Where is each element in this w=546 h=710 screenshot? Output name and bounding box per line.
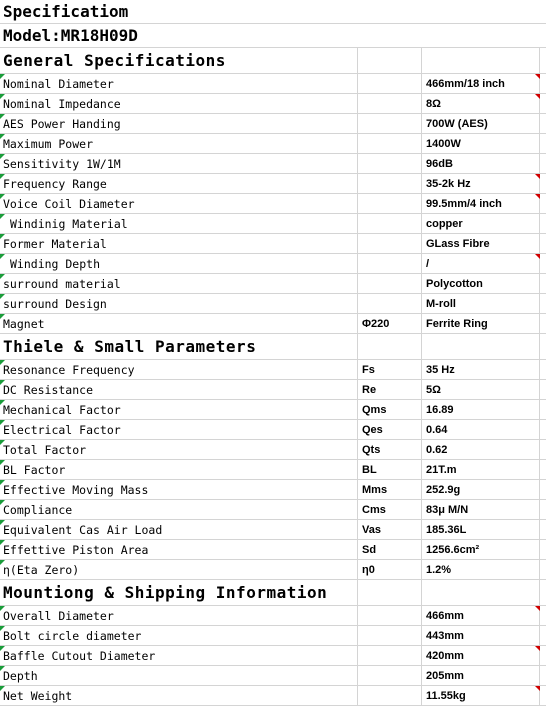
spec-symbol [358,254,422,273]
spec-value: / [422,254,540,273]
spec-row[interactable] [0,134,546,154]
spec-symbol: Qms [358,400,422,419]
spec-symbol: Qes [358,420,422,439]
spec-row[interactable] [0,520,546,540]
section-heading-row[interactable] [0,334,546,360]
spec-value: 1.2% [422,560,540,579]
spec-value: 252.9g [422,480,540,499]
comment-indicator-mark [535,174,540,179]
spec-label: Sensitivity 1W/1M [0,154,358,173]
spec-value: 466mm [422,606,540,625]
spec-label: Electrical Factor [0,420,358,439]
spec-label: Effettive Piston Area [0,540,358,559]
spec-value: 16.89 [422,400,540,419]
spec-label: Frequency Range [0,174,358,193]
spec-value: Ferrite Ring [422,314,540,333]
spec-row[interactable] [0,460,546,480]
spec-symbol: Φ220 [358,314,422,333]
spec-label: Total Factor [0,440,358,459]
empty-cell [422,334,540,359]
spec-symbol [358,94,422,113]
spec-row[interactable] [0,380,546,400]
comment-indicator-mark [535,194,540,199]
spec-label: BL Factor [0,460,358,479]
spec-symbol [358,174,422,193]
spec-row[interactable] [0,500,546,520]
comment-indicator-mark [535,646,540,651]
spec-value: 700W (AES) [422,114,540,133]
spec-label: Baffle Cutout Diameter [0,646,358,665]
spec-row[interactable] [0,440,546,460]
section-heading: Mountiong & Shipping Information [0,580,358,605]
model-name: Model:MR18H09D [3,26,138,45]
spec-label: Depth [0,666,358,685]
empty-cell [358,334,422,359]
spec-label: Nominal Impedance [0,94,358,113]
section-heading: Thiele & Small Parameters [0,334,358,359]
model-row[interactable] [0,24,546,48]
spec-sections [0,48,546,706]
spec-symbol: Re [358,380,422,399]
spec-symbol [358,666,422,685]
spec-row[interactable] [0,214,546,234]
empty-cell [422,48,540,73]
spec-symbol: Fs [358,360,422,379]
spec-row[interactable] [0,94,546,114]
spec-row[interactable] [0,606,546,626]
spec-row[interactable] [0,540,546,560]
spec-row[interactable] [0,114,546,134]
spec-row[interactable] [0,646,546,666]
spec-label: DC Resistance [0,380,358,399]
sheet-title: Specificatiom [3,2,129,21]
spec-value: 205mm [422,666,540,685]
spec-symbol [358,134,422,153]
spec-row[interactable] [0,560,546,580]
spec-label: Magnet [0,314,358,333]
section-heading-row[interactable] [0,580,546,606]
spec-value: 11.55kg [422,686,540,705]
spec-label: η(Eta Zero) [0,560,358,579]
spec-row[interactable] [0,254,546,274]
spec-value: 35-2k Hz [422,174,540,193]
spec-value: 1256.6cm² [422,540,540,559]
spec-value: copper [422,214,540,233]
spec-value: 35 Hz [422,360,540,379]
spec-symbol [358,294,422,313]
spec-label: Bolt circle diameter [0,626,358,645]
spec-symbol [358,606,422,625]
sheet-title-row[interactable] [0,0,546,24]
spec-label: Compliance [0,500,358,519]
spec-symbol: Vas [358,520,422,539]
spec-symbol: Cms [358,500,422,519]
spec-value: M-roll [422,294,540,313]
comment-indicator-mark [535,686,540,691]
spec-symbol: Sd [358,540,422,559]
spec-label: Windinig Material [0,214,358,233]
spec-value: 0.64 [422,420,540,439]
spec-row[interactable] [0,154,546,174]
spec-symbol [358,74,422,93]
spec-label: Net Weight [0,686,358,705]
spec-value: 0.62 [422,440,540,459]
spec-symbol [358,626,422,645]
spec-label: Equivalent Cas Air Load [0,520,358,539]
comment-indicator-mark [535,606,540,611]
spec-label: Nominal Diameter [0,74,358,93]
empty-cell [358,580,422,605]
spec-symbol [358,646,422,665]
spec-value: Polycotton [422,274,540,293]
comment-indicator-mark [535,94,540,99]
spec-row[interactable] [0,420,546,440]
spec-value: 185.36L [422,520,540,539]
spec-row[interactable] [0,314,546,334]
spec-label: Effective Moving Mass [0,480,358,499]
spec-row[interactable] [0,74,546,94]
spec-symbol [358,114,422,133]
spec-row[interactable] [0,360,546,380]
spec-row[interactable] [0,174,546,194]
spec-label: Overall Diameter [0,606,358,625]
spec-label: Maximum Power [0,134,358,153]
spec-value: 466mm/18 inch [422,74,540,93]
spec-row[interactable] [0,194,546,214]
empty-cell [422,580,540,605]
spec-symbol: Mms [358,480,422,499]
spec-symbol: BL [358,460,422,479]
spec-row[interactable] [0,294,546,314]
spec-symbol: η0 [358,560,422,579]
spec-row[interactable] [0,274,546,294]
empty-cell [358,48,422,73]
spec-label: surround Design [0,294,358,313]
spec-symbol [358,154,422,173]
spec-value: 5Ω [422,380,540,399]
spec-value: GLass Fibre [422,234,540,253]
spec-symbol [358,214,422,233]
spec-symbol [358,686,422,705]
section-heading-row[interactable] [0,48,546,74]
spec-symbol [358,234,422,253]
section-heading: General Specifications [0,48,358,73]
spec-label: Winding Depth [0,254,358,273]
spec-symbol [358,194,422,213]
spec-label: Mechanical Factor [0,400,358,419]
spec-value: 83μ M/N [422,500,540,519]
spec-value: 99.5mm/4 inch [422,194,540,213]
spec-row[interactable] [0,686,546,706]
spec-value: 8Ω [422,94,540,113]
spec-label: surround material [0,274,358,293]
spec-row[interactable] [0,400,546,420]
spec-label: AES Power Handing [0,114,358,133]
spec-row[interactable] [0,626,546,646]
spec-row[interactable] [0,234,546,254]
spec-label: Resonance Frequency [0,360,358,379]
spec-value: 21T.m [422,460,540,479]
comment-indicator-mark [535,74,540,79]
spec-value: 96dB [422,154,540,173]
spec-value: 443mm [422,626,540,645]
spec-symbol [358,274,422,293]
comment-indicator-mark [535,254,540,259]
spec-value: 420mm [422,646,540,665]
spec-label: Former Material [0,234,358,253]
spec-row[interactable] [0,666,546,686]
spec-symbol: Qts [358,440,422,459]
spec-label: Voice Coil Diameter [0,194,358,213]
spec-row[interactable] [0,480,546,500]
spec-value: 1400W [422,134,540,153]
